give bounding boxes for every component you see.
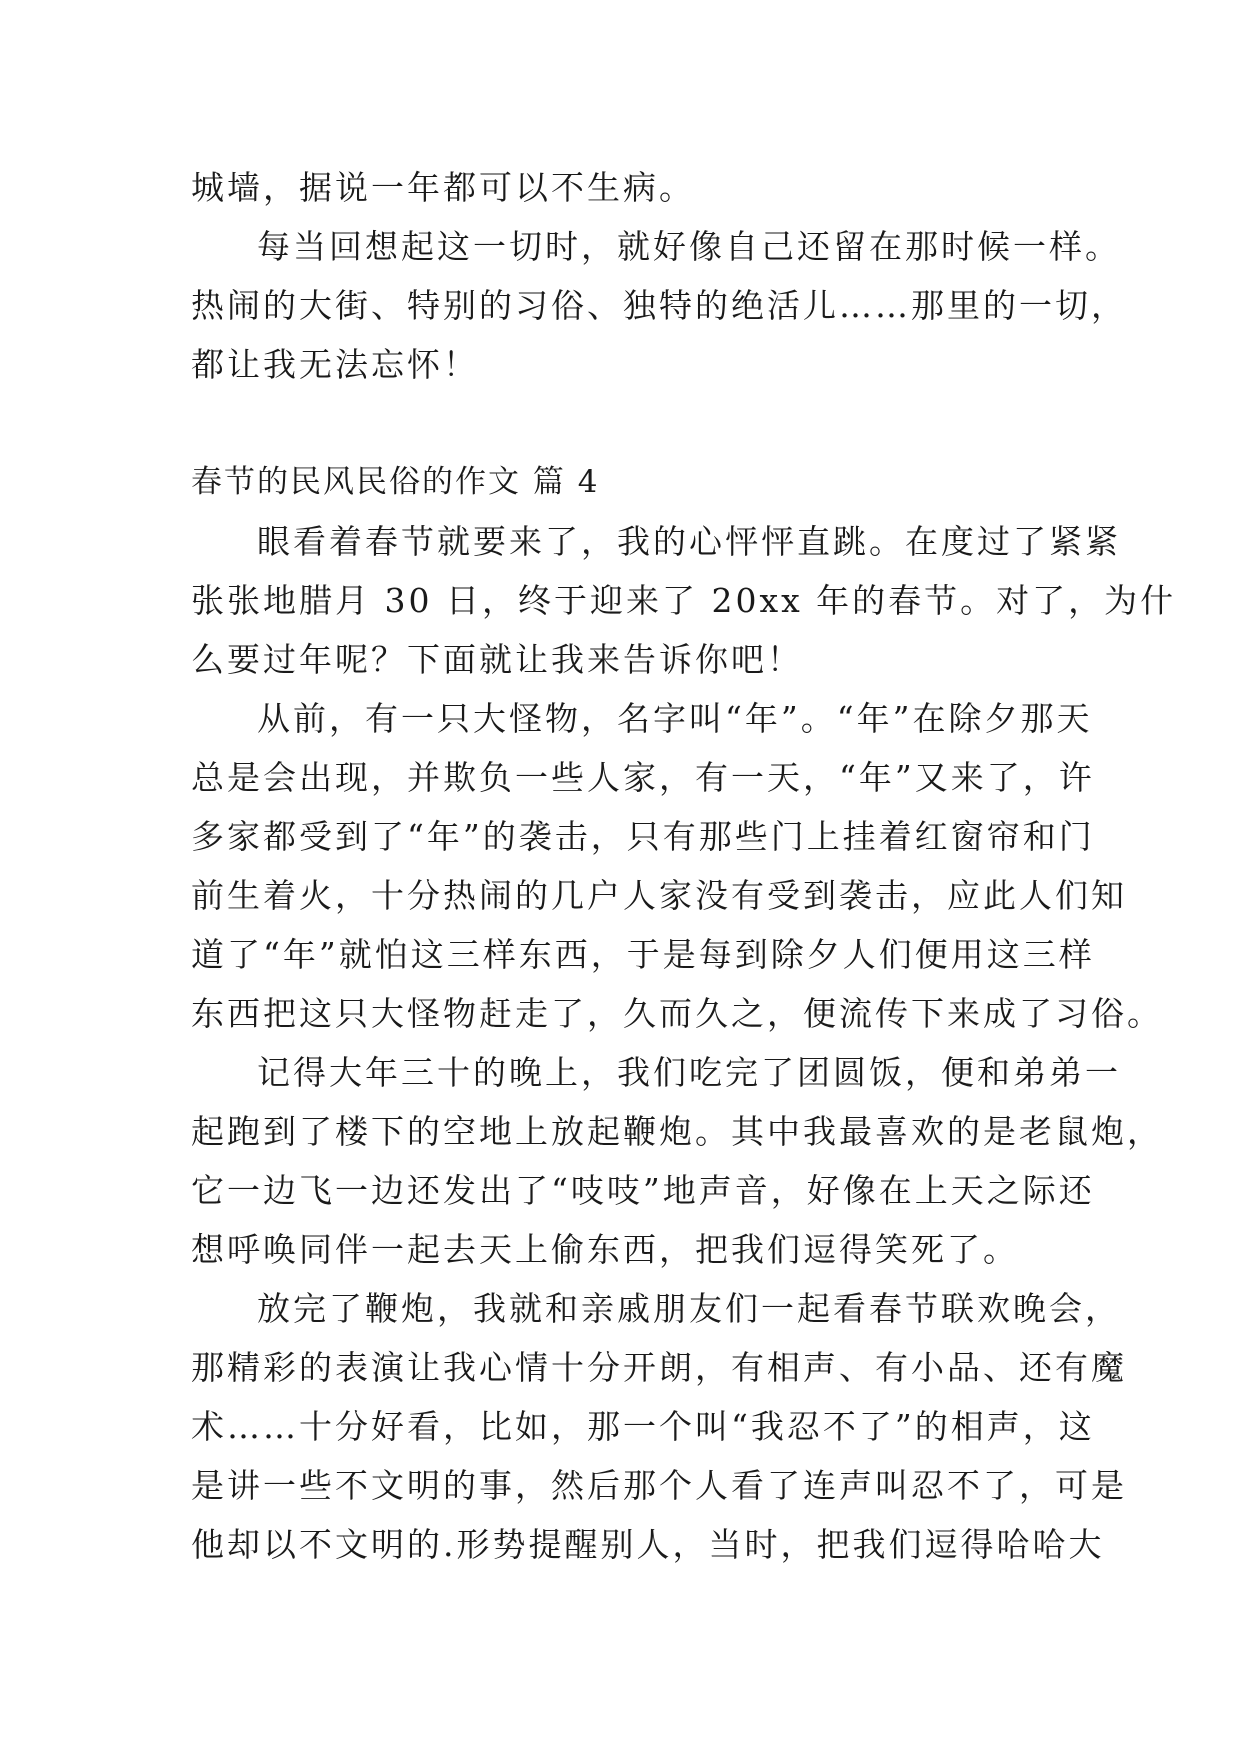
paragraph-3 — [191, 1043, 1163, 1279]
text-line: 起跑到了楼下的空地上放起鞭炮。其中我最喜欢的是老鼠炮， — [191, 1112, 1163, 1151]
paragraph-4 — [191, 1279, 1127, 1574]
text-line: 总是会出现，并欺负一些人家，有一天，“年”又来了，许 — [191, 758, 1095, 797]
paragraph-prev — [191, 217, 1127, 394]
paragraph-2 — [191, 689, 1163, 1043]
text-line: 是讲一些不文明的事，然后那个人看了连声叫忍不了，可是 — [191, 1466, 1127, 1505]
text-line: 热闹的大街、特别的习俗、独特的绝活儿……那里的一切， — [191, 286, 1127, 325]
text-line: 道了“年”就怕这三样东西，于是每到除夕人们便用这三样 — [191, 935, 1095, 974]
text-line: 城墙，据说一年都可以不生病。 — [191, 168, 695, 207]
text-line: 他却以不文明的.形势提醒别人，当时，把我们逗得哈哈大 — [191, 1525, 1105, 1564]
paragraph-1 — [191, 512, 1177, 689]
section-heading: 春节的民风民俗的作文 篇 4 — [191, 464, 600, 500]
intro-paragraph — [191, 158, 1051, 217]
text-line: 想呼唤同伴一起去天上偷东西，把我们逗得笑死了。 — [191, 1230, 1019, 1269]
text-line: 东西把这只大怪物赶走了，久而久之，便流传下来成了习俗。 — [191, 994, 1163, 1033]
text-line: 前生着火，十分热闹的几户人家没有受到袭击，应此人们知 — [191, 876, 1127, 915]
text-line: 都让我无法忘怀！ — [191, 345, 479, 384]
text-line: 从前，有一只大怪物，名字叫“年”。“年”在除夕那天 — [257, 699, 1093, 738]
text-line: 那精彩的表演让我心情十分开朗，有相声、有小品、还有魔 — [191, 1348, 1127, 1387]
text-line: 张张地腊月 30 日，终于迎来了 20xx 年的春节。对了，为什 — [191, 581, 1177, 620]
text-line: 术……十分好看，比如，那一个叫“我忍不了”的相声，这 — [191, 1407, 1095, 1446]
text-line: 眼看着春节就要来了，我的心怦怦直跳。在度过了紧紧 — [257, 522, 1121, 561]
text-line: 多家都受到了“年”的袭击，只有那些门上挂着红窗帘和门 — [191, 817, 1095, 856]
text-line: 记得大年三十的晚上，我们吃完了团圆饭，便和弟弟一 — [257, 1053, 1121, 1092]
text-line: 么要过年呢？下面就让我来告诉你吧！ — [191, 640, 803, 679]
document-page — [191, 158, 1177, 1574]
text-line: 放完了鞭炮，我就和亲戚朋友们一起看春节联欢晚会， — [257, 1289, 1121, 1328]
text-line: 它一边飞一边还发出了“吱吱”地声音，好像在上天之际还 — [191, 1171, 1095, 1210]
text-line: 每当回想起这一切时，就好像自己还留在那时候一样。 — [257, 227, 1121, 266]
